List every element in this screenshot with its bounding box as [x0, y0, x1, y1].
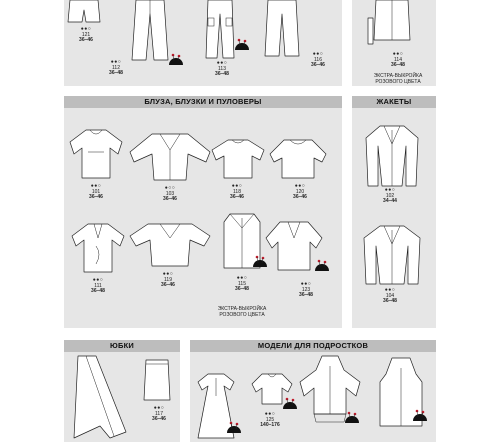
garment-113-trousers[interactable] — [204, 0, 236, 60]
tag-121: ●●○ 121 36–46 — [79, 26, 93, 44]
jacket-sketch — [364, 126, 420, 188]
pin-cushion-icon — [226, 420, 242, 434]
garment-117-skirt[interactable] — [142, 360, 172, 402]
tag-104: ●●○ 104 36–48 — [383, 287, 397, 305]
extra-pattern-note: ЭКСТРА-ВЫКРОЙКА РОЗОВОГО ЦВЕТА — [217, 306, 267, 318]
blouse-sketch — [68, 130, 124, 180]
tag-114: ●●○ 114 36–48 — [391, 51, 405, 69]
garment-104-jacket[interactable] — [362, 226, 422, 286]
garment-103-blouse[interactable] — [130, 134, 210, 182]
tag-117: ●●○ 117 36–46 — [152, 405, 166, 423]
garment-118-top[interactable] — [212, 140, 264, 180]
draped-blouse-sketch — [72, 224, 124, 274]
garment-114-vest[interactable] — [366, 0, 418, 46]
tag-112: ●●○ 112 36–48 — [109, 59, 123, 77]
tag-118: ●●○ 118 36–46 — [230, 183, 244, 201]
tag-125: ●●○ 125 140–176 — [260, 411, 280, 429]
garment-102-jacket[interactable] — [364, 126, 420, 188]
pin-cushion-icon — [314, 258, 330, 272]
asymmetric-skirt-sketch — [70, 356, 128, 440]
tag-120: ●●○ 120 36–46 — [293, 183, 307, 201]
tie-blouse-sketch — [130, 224, 210, 268]
wide-blouse-sketch — [130, 134, 210, 182]
trousers-sketch — [130, 0, 170, 62]
pin-cushion-icon — [412, 408, 428, 422]
tag-101: ●●○ 101 36–46 — [89, 183, 103, 201]
garment-112-trousers[interactable] — [130, 0, 170, 62]
garment-101-blouse[interactable] — [68, 130, 124, 180]
tag-119: ●●○ 119 36–46 — [161, 271, 175, 289]
tag-123: ●●○ 123 36–48 — [299, 281, 313, 299]
pencil-skirt-sketch — [142, 360, 172, 402]
extra-pattern-note: ЭКСТРА-ВЫКРОЙКА РОЗОВОГО ЦВЕТА — [373, 73, 423, 85]
tag-111: ●●○ 111 36–48 — [91, 277, 105, 295]
top-sketch — [212, 140, 264, 180]
garment-119-blouse[interactable] — [130, 224, 210, 268]
tag-102: ●●○ 102 34–44 — [383, 187, 397, 205]
tag-113: ●●○ 113 36–48 — [215, 60, 229, 78]
cargo-trousers-sketch — [204, 0, 236, 60]
garment-asym-skirt[interactable] — [70, 356, 128, 440]
section-title-blouses: БЛУЗА, БЛУЗКИ И ПУЛОВЕРЫ — [64, 96, 342, 108]
section-title-teens: МОДЕЛИ ДЛЯ ПОДРОСТКОВ — [190, 340, 436, 352]
tag-116: ●●○ 116 36–46 — [311, 51, 325, 69]
garment-120-top[interactable] — [270, 140, 326, 180]
section-title-jackets: ЖАКЕТЫ — [352, 96, 436, 108]
tag-115: ●●○ 115 36–48 — [235, 275, 249, 293]
long-jacket-sketch — [362, 226, 422, 286]
garment-111-blouse[interactable] — [72, 224, 124, 274]
boxy-top-sketch — [270, 140, 326, 180]
tag-103: ●○○ 103 36–46 — [163, 185, 177, 203]
garment-116-trousers[interactable] — [264, 0, 300, 58]
wide-trousers-sketch — [264, 0, 300, 58]
pin-cushion-icon — [282, 396, 298, 410]
pin-cushion-icon — [234, 37, 250, 51]
section-title-skirts: ЮБКИ — [64, 340, 180, 352]
vest-sketch — [366, 0, 418, 46]
pin-cushion-icon — [168, 52, 184, 66]
pin-cushion-icon — [344, 410, 360, 424]
